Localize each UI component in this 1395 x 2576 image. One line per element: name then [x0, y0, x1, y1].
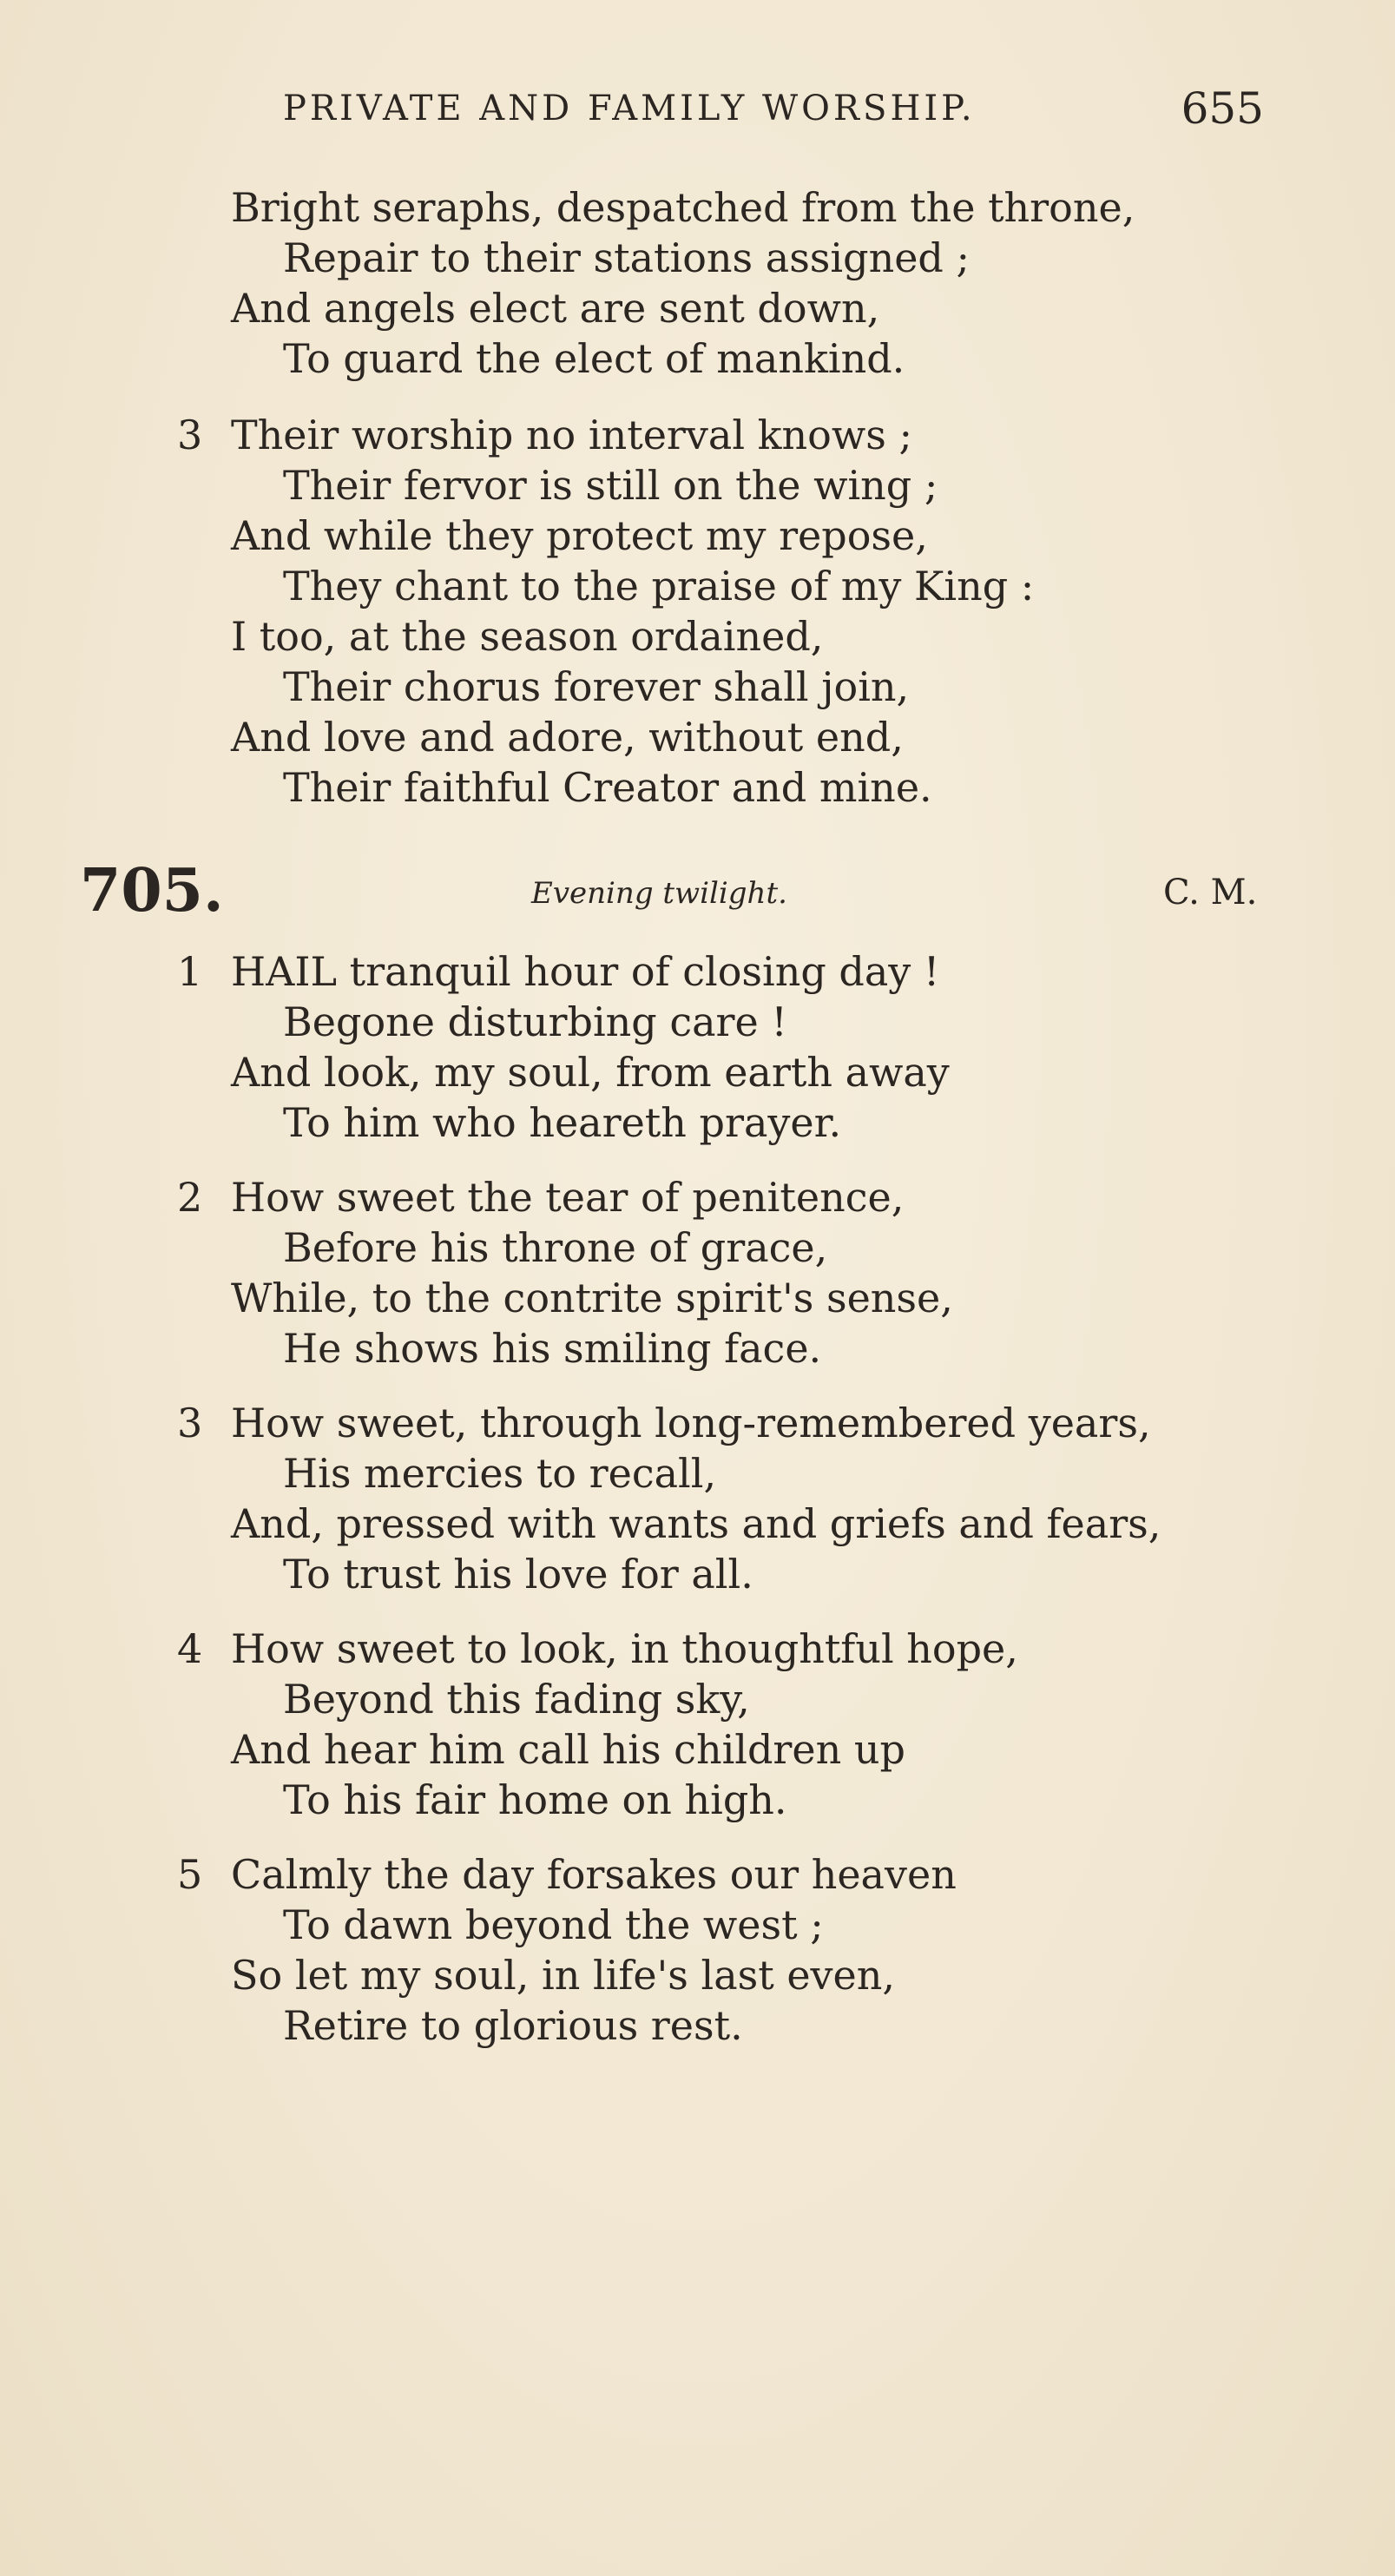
verse-line: To dawn beyond the west ;	[283, 1901, 824, 1948]
verse-line: And angels elect are sent down,	[231, 285, 880, 332]
hymn-title: Evening twilight.	[531, 876, 787, 911]
verse-line: And hear him call his children up	[231, 1726, 905, 1773]
verse-line: Repair to their stations assigned ;	[283, 234, 970, 281]
verse-line: He shows his smiling face.	[283, 1325, 822, 1372]
verse-line: Begone disturbing care !	[283, 998, 787, 1045]
verse-line: So let my soul, in life's last even,	[231, 1952, 896, 1999]
verse-number: 1	[177, 948, 203, 995]
verse-line: Their faithful Creator and mine.	[283, 764, 932, 811]
verse-line: While, to the contrite spirit's sense,	[231, 1275, 953, 1321]
header-title: PRIVATE AND FAMILY WORSHIP.	[283, 89, 976, 128]
verse-line: To trust his love for all.	[283, 1551, 753, 1598]
verse-line: To guard the elect of mankind.	[283, 335, 905, 382]
verse-line: Before his throne of grace,	[283, 1224, 828, 1271]
verse-line: Their fervor is still on the wing ;	[283, 462, 938, 509]
verse-line: How sweet the tear of penitence,	[231, 1174, 905, 1221]
verse-line: Their chorus forever shall join,	[283, 663, 910, 710]
verse-line: How sweet, through long-remembered years,	[231, 1400, 1151, 1446]
verse-number: 2	[177, 1174, 203, 1221]
verse-line: And love and adore, without end,	[231, 714, 904, 761]
verse-number: 5	[177, 1851, 203, 1898]
verse-line: I too, at the season ordained,	[231, 613, 824, 660]
stanza-number: 3	[177, 412, 203, 458]
verse-line: To him who heareth prayer.	[283, 1099, 842, 1146]
verse-number: 3	[177, 1400, 203, 1446]
verse-line: His mercies to recall,	[283, 1450, 717, 1497]
verse-number: 4	[177, 1625, 203, 1672]
verse-line: Their worship no interval knows ;	[231, 412, 912, 458]
page-number: 655	[1181, 83, 1264, 134]
verse-line: And, pressed with wants and griefs and fears,	[231, 1500, 1161, 1547]
hymn-number: 705.	[80, 856, 224, 926]
verse-line: And while they protect my repose,	[231, 512, 928, 559]
hymn-meter: C. M.	[1163, 873, 1258, 912]
verse-line: Calmly the day forsakes our heaven	[231, 1851, 957, 1898]
verse-line: Bright seraphs, despatched from the throne,	[231, 184, 1135, 231]
verse-line: Beyond this fading sky,	[283, 1676, 750, 1723]
verse-line: To his fair home on high.	[283, 1776, 787, 1823]
verse-line: How sweet to look, in thoughtful hope,	[231, 1625, 1018, 1672]
verse-line: And look, my soul, from earth away	[231, 1049, 950, 1096]
verse-line: They chant to the praise of my King :	[283, 563, 1035, 609]
running-header	[283, 83, 1264, 135]
verse-line: HAIL tranquil hour of closing day !	[231, 948, 940, 995]
verse-line: Retire to glorious rest.	[283, 2002, 743, 2049]
